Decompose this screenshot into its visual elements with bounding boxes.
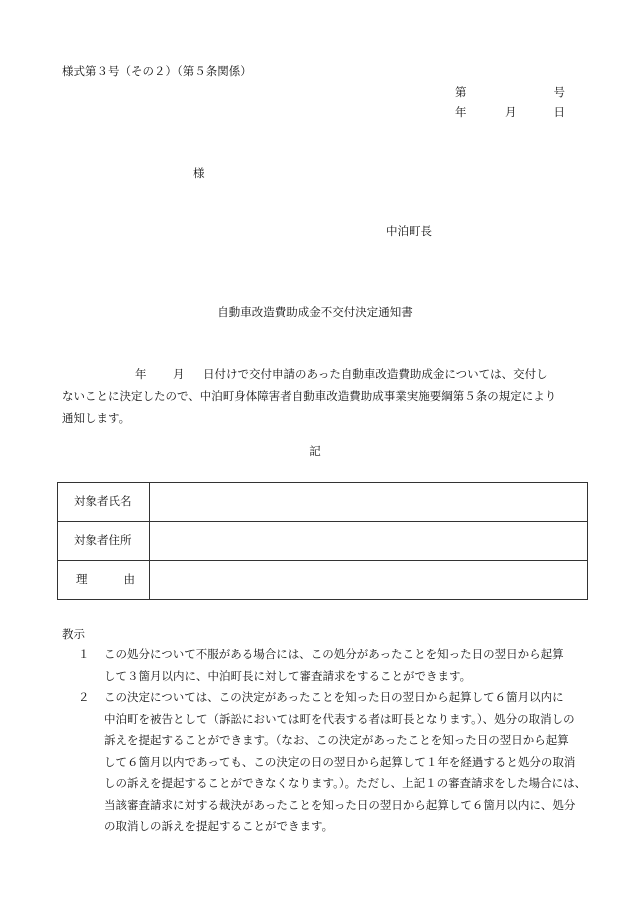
kyouji-list [62, 644, 592, 838]
date-year: 年 [455, 105, 467, 119]
list-item [62, 687, 592, 838]
name-value-cell [150, 483, 588, 522]
subject-info-table [57, 482, 588, 600]
item-number: ２ [78, 690, 90, 704]
table-row [58, 483, 588, 522]
document-title: 自動車改造費助成金不交付決定通知書 [217, 305, 413, 319]
form-identifier: 様式第３号（その２）（第５条関係） [62, 64, 252, 78]
date-day: 日 [553, 105, 565, 119]
body-line-3: 通知します。 [62, 411, 131, 425]
kyouji-text: 当該審査請求に対する裁決があったことを知った日の翌日から起算して６箇月以内に、処分 [104, 797, 576, 812]
kyouji-text: この決定については、この決定があったことを知った日の翌日から起算して６箇月以内に [104, 690, 564, 704]
date-month: 月 [505, 105, 517, 119]
list-item [62, 644, 592, 687]
issuer-name: 中泊町長 [386, 224, 432, 238]
notice-body [62, 363, 587, 429]
kyouji-text: 中泊町を被告として（訴訟においては町を代表する者は町長となります。）、処分の取消しの [104, 711, 575, 726]
ki-heading: 記 [309, 444, 321, 458]
kyouji-text: の取消しの訴えを提起することができます。 [104, 819, 334, 833]
table-row [58, 561, 588, 600]
kyouji-text: 訴えを提起することができます。（なお、この決定があったことを知った日の翌日から起算 [104, 733, 569, 747]
body-line-2: ないことに決定したので、中泊町身体障害者自動車改造費助成事業実施要綱第５条の規定により [62, 389, 557, 403]
address-value-cell [150, 522, 588, 561]
body-line-1-text: 日付けで交付申請のあった自動車改造費助成金については、交付し [203, 367, 548, 381]
reason-label [58, 561, 150, 600]
table-row [58, 522, 588, 561]
name-label: 対象者氏名 [58, 483, 150, 522]
address-label: 対象者住所 [58, 522, 150, 561]
kyouji-heading: 教示 [62, 627, 85, 641]
item-number: １ [78, 647, 90, 661]
body-year: 年 [135, 367, 147, 381]
kyouji-text: しの訴えを提起することができなくなります。）。ただし、上記１の審査請求をした場合には、 [104, 776, 587, 790]
doc-number-prefix: 第 [455, 85, 467, 99]
reason-label-b: 由 [123, 572, 135, 587]
body-month: 月 [173, 367, 185, 381]
kyouji-text: して６箇月以内であっても、この決定の日の翌日から起算して１年を経過すると処分の取消 [104, 754, 576, 769]
reason-label-a: 理 [76, 572, 88, 587]
addressee: 様 [193, 166, 205, 180]
kyouji-text: この処分について不服がある場合には、この処分があったことを知った日の翌日から起算 [104, 647, 564, 661]
body-line-1 [62, 363, 587, 385]
reason-value-cell [150, 561, 588, 600]
doc-number-suffix: 号 [553, 85, 565, 99]
kyouji-text: して３箇月以内に、中泊町長に対して審査請求をすることができます。 [104, 668, 472, 683]
